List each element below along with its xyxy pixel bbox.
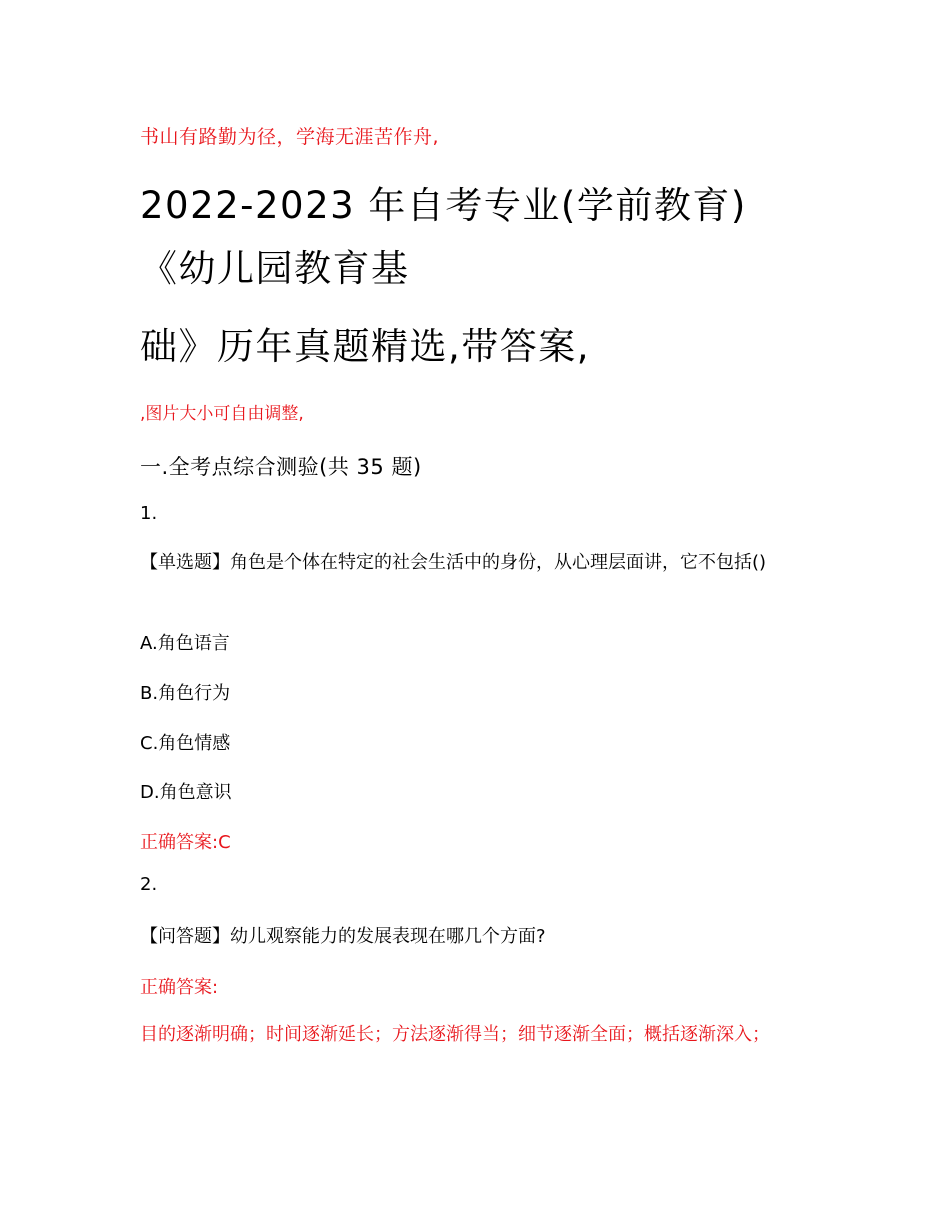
motto-text: 书山有路勤为径，学海无涯苦作舟, — [140, 126, 440, 148]
question-number: 2. — [140, 874, 158, 895]
correct-answer-label: 正确答案: — [140, 977, 219, 998]
option-a: A.角色语言 — [140, 633, 230, 654]
question-number: 1. — [140, 503, 158, 524]
title-line-2: 《幼儿园教育基 — [140, 247, 410, 290]
section-heading: 一.全考点综合测验(共 35 题) — [140, 455, 422, 479]
answer-text: 目的逐渐明确；时间逐渐延长；方法逐渐得当；细节逐渐全面；概括逐渐深入； — [140, 1024, 770, 1045]
title-line-1: 2022-2023 年自考专业(学前教育) — [140, 184, 747, 227]
correct-answer: 正确答案:C — [140, 832, 231, 853]
option-c: C.角色情感 — [140, 733, 231, 754]
image-resize-note: ,图片大小可自由调整, — [140, 404, 304, 424]
option-b: B.角色行为 — [140, 683, 231, 704]
question-stem: 【问答题】幼儿观察能力的发展表现在哪几个方面? — [140, 926, 546, 947]
option-d: D.角色意识 — [140, 782, 232, 803]
question-stem: 【单选题】角色是个体在特定的社会生活中的身份，从心理层面讲，它不包括() — [140, 552, 767, 573]
title-line-3: 础》历年真题精选,带答案, — [140, 325, 591, 368]
